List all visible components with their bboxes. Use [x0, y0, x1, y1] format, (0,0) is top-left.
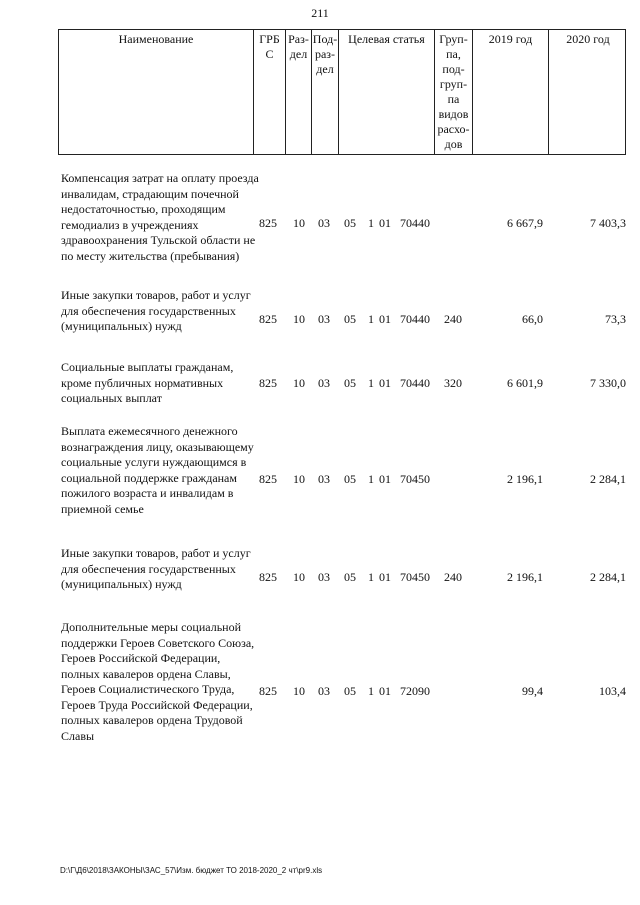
row-target-sub: 1 — [368, 684, 374, 698]
row-razdel: 10 — [293, 570, 305, 584]
row-podrazdel: 03 — [318, 684, 330, 698]
row-target-program: 05 — [344, 312, 356, 326]
row-target-code: 70450 — [400, 570, 430, 584]
row-target-code: 70440 — [400, 312, 430, 326]
header-group: Груп-па, под-груп-па видов расхо-дов — [435, 30, 473, 154]
row-razdel: 10 — [293, 684, 305, 698]
row-podrazdel: 03 — [318, 570, 330, 584]
row-target-sub: 1 — [368, 472, 374, 486]
row-name: Иные закупки товаров, работ и услуг для обеспечения государственных (муниципальных) нужд — [61, 546, 251, 591]
row-podrazdel: 03 — [318, 312, 330, 326]
row-group: 320 — [444, 376, 462, 390]
header-2019: 2019 год — [473, 30, 549, 154]
row-target-main: 01 — [379, 472, 391, 486]
row-target-sub: 1 — [368, 312, 374, 326]
row-target-code: 72090 — [400, 684, 430, 698]
row-2019: 99,4 — [522, 684, 543, 698]
page-number: 211 — [311, 6, 329, 20]
header-podrazdel: Под-раз-дел — [312, 30, 339, 154]
row-target-main: 01 — [379, 312, 391, 326]
row-target-program: 05 — [344, 376, 356, 390]
row-2020: 2 284,1 — [590, 570, 626, 584]
row-grbs: 825 — [259, 376, 277, 390]
row-2020: 103,4 — [599, 684, 626, 698]
header-target: Целевая статья — [339, 30, 435, 154]
row-2020: 2 284,1 — [590, 472, 626, 486]
table-header — [58, 29, 626, 155]
row-2020: 7 330,0 — [590, 376, 626, 390]
row-razdel: 10 — [293, 472, 305, 486]
row-target-sub: 1 — [368, 216, 374, 230]
header-razdel: Раз-дел — [286, 30, 312, 154]
row-target-code: 70450 — [400, 472, 430, 486]
row-target-program: 05 — [344, 684, 356, 698]
row-2019: 6 601,9 — [507, 376, 543, 390]
row-group: 240 — [444, 312, 462, 326]
row-name: Выплата ежемесячного денежного вознаграждения лицу, оказывающему социальные услуги нуждающимся в социальной поддержке гражданам пожилого возраста и инвалидам в приемной семье — [61, 424, 254, 516]
file-path-footer: D:\Г\Д6\2018\ЗАКОНЫ\ЗАС_57\Изм. бюджет ТО 2018-2020_2 чт\pr9.xls — [60, 866, 323, 875]
row-target-program: 05 — [344, 570, 356, 584]
row-target-program: 05 — [344, 216, 356, 230]
row-razdel: 10 — [293, 312, 305, 326]
row-target-code: 70440 — [400, 376, 430, 390]
row-grbs: 825 — [259, 312, 277, 326]
row-name: Иные закупки товаров, работ и услуг для обеспечения государственных (муниципальных) нужд — [61, 288, 251, 333]
row-2019: 2 196,1 — [507, 570, 543, 584]
row-target-program: 05 — [344, 472, 356, 486]
row-name: Социальные выплаты гражданам, кроме публичных нормативных социальных выплат — [61, 360, 234, 405]
row-target-main: 01 — [379, 684, 391, 698]
row-target-code: 70440 — [400, 216, 430, 230]
row-target-main: 01 — [379, 376, 391, 390]
row-grbs: 825 — [259, 216, 277, 230]
row-grbs: 825 — [259, 684, 277, 698]
row-razdel: 10 — [293, 216, 305, 230]
row-razdel: 10 — [293, 376, 305, 390]
row-grbs: 825 — [259, 472, 277, 486]
row-target-sub: 1 — [368, 376, 374, 390]
row-grbs: 825 — [259, 570, 277, 584]
row-2020: 7 403,3 — [590, 216, 626, 230]
row-group: 240 — [444, 570, 462, 584]
row-podrazdel: 03 — [318, 472, 330, 486]
header-grbs: ГРБ С — [254, 30, 286, 154]
row-target-main: 01 — [379, 570, 391, 584]
row-name: Дополнительные меры социальной поддержки Героев Советского Союза, Героев Российской Федерации, полных кавалеров ордена Славы, Героев Социалистического Труда, Героев Труда Российской Федерации, полных кавалеров ордена Трудовой Славы — [61, 620, 255, 743]
header-2020: 2020 год — [566, 32, 610, 46]
row-2019: 6 667,9 — [507, 216, 543, 230]
header-name: Наименование — [59, 30, 254, 154]
row-target-sub: 1 — [368, 570, 374, 584]
row-target-main: 01 — [379, 216, 391, 230]
row-podrazdel: 03 — [318, 216, 330, 230]
row-2019: 2 196,1 — [507, 472, 543, 486]
row-podrazdel: 03 — [318, 376, 330, 390]
row-name: Компенсация затрат на оплату проезда инвалидам, страдающим почечной недостаточностью, проходящим гемодиализ в учреждениях здравоохранения Тульской области не по месту жительства (пребывания) — [61, 171, 259, 263]
row-2019: 66,0 — [522, 312, 543, 326]
row-2020: 73,3 — [605, 312, 626, 326]
